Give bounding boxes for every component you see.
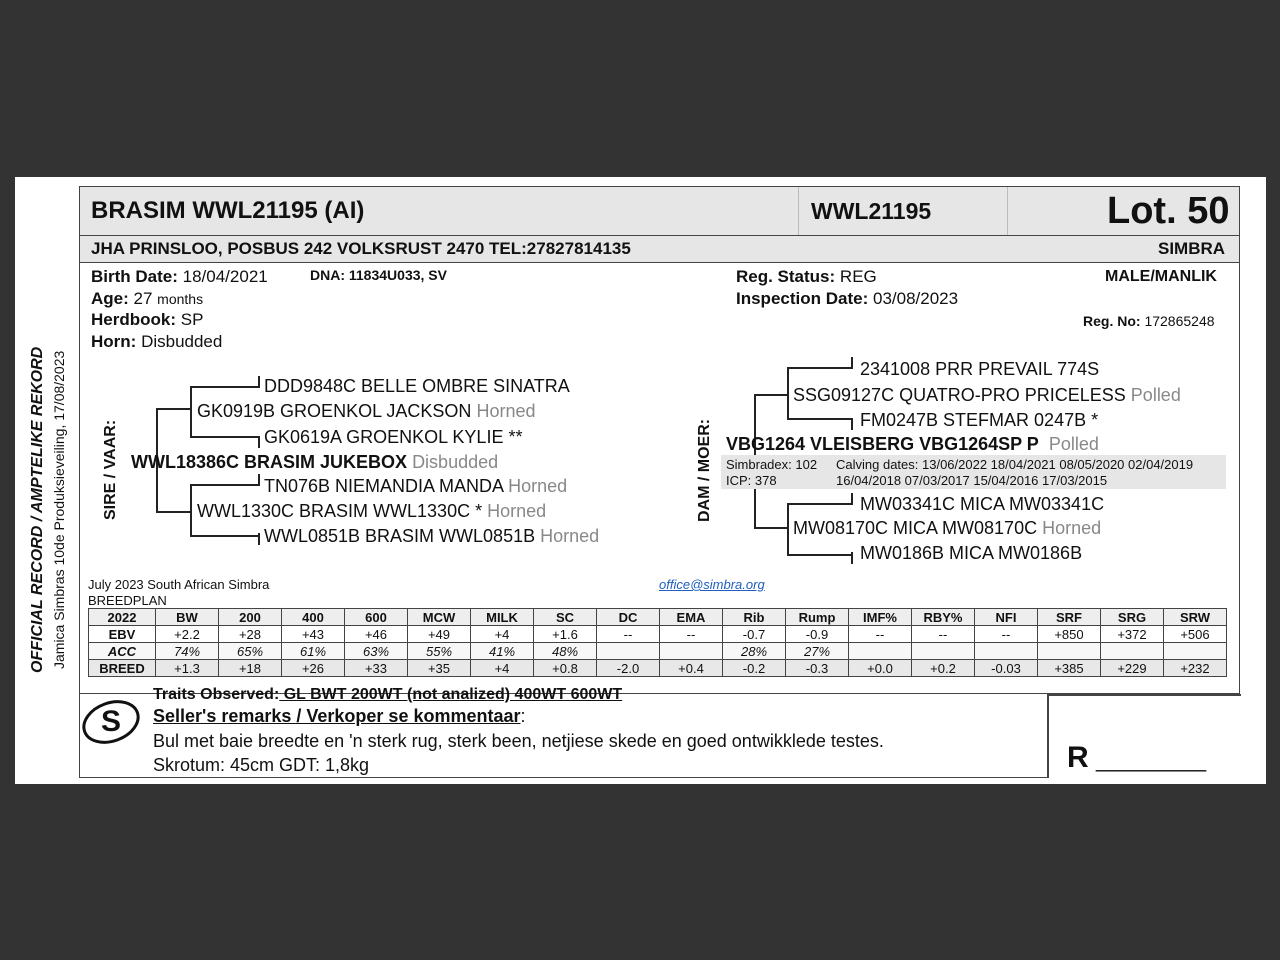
sire-dam-sire: TN076B NIEMANDIA MANDA Horned: [264, 476, 568, 496]
breed-cell: +33: [345, 660, 408, 677]
price-label: R: [1067, 741, 1089, 774]
acc-cell: [660, 643, 723, 660]
ebv-cell: +2.2: [156, 626, 219, 643]
acc-cell: 63%: [345, 643, 408, 660]
breed-cell: -0.3: [786, 660, 849, 677]
breedplan-subtitle: BREEDPLAN: [88, 593, 167, 608]
ebv-cell: --: [597, 626, 660, 643]
dam-stats-panel: [721, 455, 1226, 489]
remarks-line-1: Bul met baie breedte en 'n sterk rug, sterk been, netjiese skede en goed ontwikklede testes.: [153, 731, 884, 751]
sire-label: SIRE / VAAR:: [102, 419, 119, 520]
hdr-cell: 600: [345, 609, 408, 626]
dam-dam: MW08170C MICA MW08170C Horned: [793, 518, 1102, 538]
dam-name: VBG1264 VLEISBERG VBG1264SP P Polled: [726, 434, 1099, 454]
breed-average-row: [89, 660, 1227, 677]
pedigree-line: [787, 554, 852, 556]
hdr-cell: MCW: [408, 609, 471, 626]
ebv-cell: --: [849, 626, 912, 643]
sire-sire: GK0919B GROENKOL JACKSON Horned: [197, 401, 536, 421]
acc-cell: 27%: [786, 643, 849, 660]
hdr-cell: RBY%: [912, 609, 975, 626]
hdr-cell: SRF: [1038, 609, 1101, 626]
age: Age: 27 months: [91, 289, 204, 308]
dam-sire: SSG09127C QUATRO-PRO PRICELESS Polled: [793, 385, 1181, 405]
accuracy-row: [89, 643, 1227, 660]
acc-cell: 28%: [723, 643, 786, 660]
sex: MALE/MANLIK: [1105, 268, 1217, 285]
acc-cell: [912, 643, 975, 660]
official-record-label: OFFICIAL RECORD / AMPTELIKE REKORD: [29, 346, 46, 673]
pedigree-line: [787, 367, 852, 369]
pedigree-line: [156, 511, 191, 513]
ebv-row: [89, 626, 1227, 643]
pedigree-line: [190, 484, 260, 486]
breed-cell: -0.2: [723, 660, 786, 677]
pedigree-line: [754, 527, 789, 529]
ebv-cell: +506: [1164, 626, 1227, 643]
ebv-cell: EBV: [89, 626, 156, 643]
dam-simbradex: Simbradex: 102: [726, 457, 818, 472]
acc-cell: 55%: [408, 643, 471, 660]
ebv-cell: --: [975, 626, 1038, 643]
owner-line: JHA PRINSLOO, POSBUS 242 VOLKSRUST 2470 TEL:27827814135: [91, 239, 631, 258]
ebv-cell: +49: [408, 626, 471, 643]
acc-cell: [1101, 643, 1164, 660]
pedigree-line: [190, 386, 260, 388]
auction-name: Jamica Simbras 10de Produksieveiling, 17/08/2023: [51, 350, 67, 669]
hdr-cell: IMF%: [849, 609, 912, 626]
acc-cell: ACC: [89, 643, 156, 660]
hdr-cell: EMA: [660, 609, 723, 626]
herdbook: Herdbook: SP: [91, 310, 204, 329]
sire-dam: WWL1330C BRASIM WWL1330C * Horned: [197, 501, 547, 521]
sire-sire-sire: DDD9848C BELLE OMBRE SINATRA: [264, 376, 570, 396]
breed-cell: +26: [282, 660, 345, 677]
animal-id: WWL21195: [811, 198, 932, 224]
dam-sire-sire: 2341008 PRR PREVAIL 774S: [860, 359, 1100, 379]
breed-cell: +0.4: [660, 660, 723, 677]
dam-sire-dam: FM0247B STEFMAR 0247B *: [860, 410, 1099, 430]
pedigree-line: [851, 493, 853, 505]
acc-cell: 48%: [534, 643, 597, 660]
acc-cell: 61%: [282, 643, 345, 660]
price-input-line[interactable]: _________: [1096, 747, 1207, 772]
ebv-cell: +43: [282, 626, 345, 643]
pedigree-line: [787, 503, 789, 555]
signature-box-divider: [1047, 694, 1049, 778]
acc-cell: [975, 643, 1038, 660]
pedigree-line: [787, 503, 852, 505]
acc-cell: 41%: [471, 643, 534, 660]
hdr-cell: SRW: [1164, 609, 1227, 626]
title-divider-2: [1007, 187, 1008, 235]
birth-date: Birth Date: 18/04/2021: [91, 267, 268, 286]
catalog-card: [15, 177, 1266, 784]
pedigree-line: [258, 474, 260, 486]
breed-cell: BREED: [89, 660, 156, 677]
signature-box-top: [1048, 694, 1241, 696]
breed-cell: +1.3: [156, 660, 219, 677]
acc-cell: [597, 643, 660, 660]
pedigree-line: [787, 367, 789, 419]
ebv-cell: +1.6: [534, 626, 597, 643]
breed-cell: +0.2: [912, 660, 975, 677]
breed-cell: +35: [408, 660, 471, 677]
hdr-cell: MILK: [471, 609, 534, 626]
ebv-cell: --: [912, 626, 975, 643]
ebv-cell: +4: [471, 626, 534, 643]
breed-cell: +229: [1101, 660, 1164, 677]
dam-dam-dam: MW0186B MICA MW0186B: [860, 543, 1083, 563]
ebv-cell: -0.9: [786, 626, 849, 643]
breed-name: SIMBRA: [1158, 239, 1226, 258]
sire-sire-dam: GK0619A GROENKOL KYLIE **: [264, 427, 523, 447]
dna-info: DNA: 11834U033, SV: [310, 267, 447, 283]
pedigree-line: [156, 408, 191, 410]
dam-label: DAM / MOER:: [696, 418, 713, 522]
pedigree-line: [258, 376, 260, 388]
pedigree-line: [258, 533, 260, 545]
pedigree-line: [190, 386, 192, 437]
email-link[interactable]: office@simbra.org: [659, 577, 765, 592]
breed-cell: -2.0: [597, 660, 660, 677]
sire-dam-dam: WWL0851B BRASIM WWL0851B Horned: [264, 526, 600, 546]
animal-name: BRASIM WWL21195 (AI): [91, 197, 365, 224]
ebv-table: [88, 608, 1227, 677]
hdr-cell: Rib: [723, 609, 786, 626]
hdr-cell: DC: [597, 609, 660, 626]
ebv-cell: --: [660, 626, 723, 643]
acc-cell: [1038, 643, 1101, 660]
hdr-cell: BW: [156, 609, 219, 626]
ebv-cell: -0.7: [723, 626, 786, 643]
ebv-cell: +850: [1038, 626, 1101, 643]
hdr-cell: 2022: [89, 609, 156, 626]
breed-cell: +232: [1164, 660, 1227, 677]
traits-observed: Traits Observed: GL BWT 200WT (not analized) 400WT 600WT: [153, 686, 623, 703]
pedigree-line: [787, 418, 852, 420]
ebv-cell: +46: [345, 626, 408, 643]
acc-cell: [1164, 643, 1227, 660]
pedigree-line: [851, 357, 853, 369]
breed-cell: -0.03: [975, 660, 1038, 677]
ebv-cell: +372: [1101, 626, 1164, 643]
pedigree-line: [190, 484, 192, 536]
logo-letter: S: [100, 705, 122, 738]
dam-calving-dates-cont: 16/04/2018 07/03/2017 15/04/2016 17/03/2015: [836, 473, 1108, 488]
hdr-cell: SC: [534, 609, 597, 626]
hdr-cell: 200: [219, 609, 282, 626]
breed-cell: +0.0: [849, 660, 912, 677]
hdr-cell: SRG: [1101, 609, 1164, 626]
horn-status: Horn: Disbudded: [91, 332, 223, 351]
title-divider: [798, 187, 799, 235]
pedigree-line: [851, 552, 853, 564]
breed-cell: +4: [471, 660, 534, 677]
sire-name: WWL18386C BRASIM JUKEBOX Disbudded: [131, 452, 499, 472]
reg-status: Reg. Status: REG: [736, 267, 877, 286]
remarks-line-2: Skrotum: 45cm GDT: 1,8kg: [153, 755, 370, 775]
simbra-logo: [81, 695, 141, 747]
breedplan-title: July 2023 South African Simbra: [88, 577, 270, 592]
hdr-cell: 400: [282, 609, 345, 626]
breed-cell: +18: [219, 660, 282, 677]
breed-cell: +0.8: [534, 660, 597, 677]
pedigree-line: [258, 436, 260, 448]
dam-icp: ICP: 378: [726, 473, 777, 488]
pedigree-line: [851, 418, 853, 430]
dam-calving-dates: Calving dates: 13/06/2022 18/04/2021 08/05/2020 02/04/2019: [836, 457, 1194, 472]
acc-cell: [849, 643, 912, 660]
ebv-header-row: [89, 609, 1227, 626]
hdr-cell: NFI: [975, 609, 1038, 626]
hdr-cell: Rump: [786, 609, 849, 626]
acc-cell: 65%: [219, 643, 282, 660]
reg-number: Reg. No: 172865248: [1083, 313, 1215, 329]
remarks-heading: Seller's remarks / Verkoper se kommentaar:: [153, 706, 526, 726]
inspection-date: Inspection Date: 03/08/2023: [736, 289, 959, 308]
lot-number: Lot. 50: [1107, 190, 1230, 232]
ebv-cell: +28: [219, 626, 282, 643]
pedigree-line: [190, 436, 260, 438]
pedigree-line: [754, 394, 789, 396]
dam-dam-sire: MW03341C MICA MW03341C: [860, 494, 1105, 514]
pedigree-line: [190, 535, 260, 537]
breed-cell: +385: [1038, 660, 1101, 677]
acc-cell: 74%: [156, 643, 219, 660]
